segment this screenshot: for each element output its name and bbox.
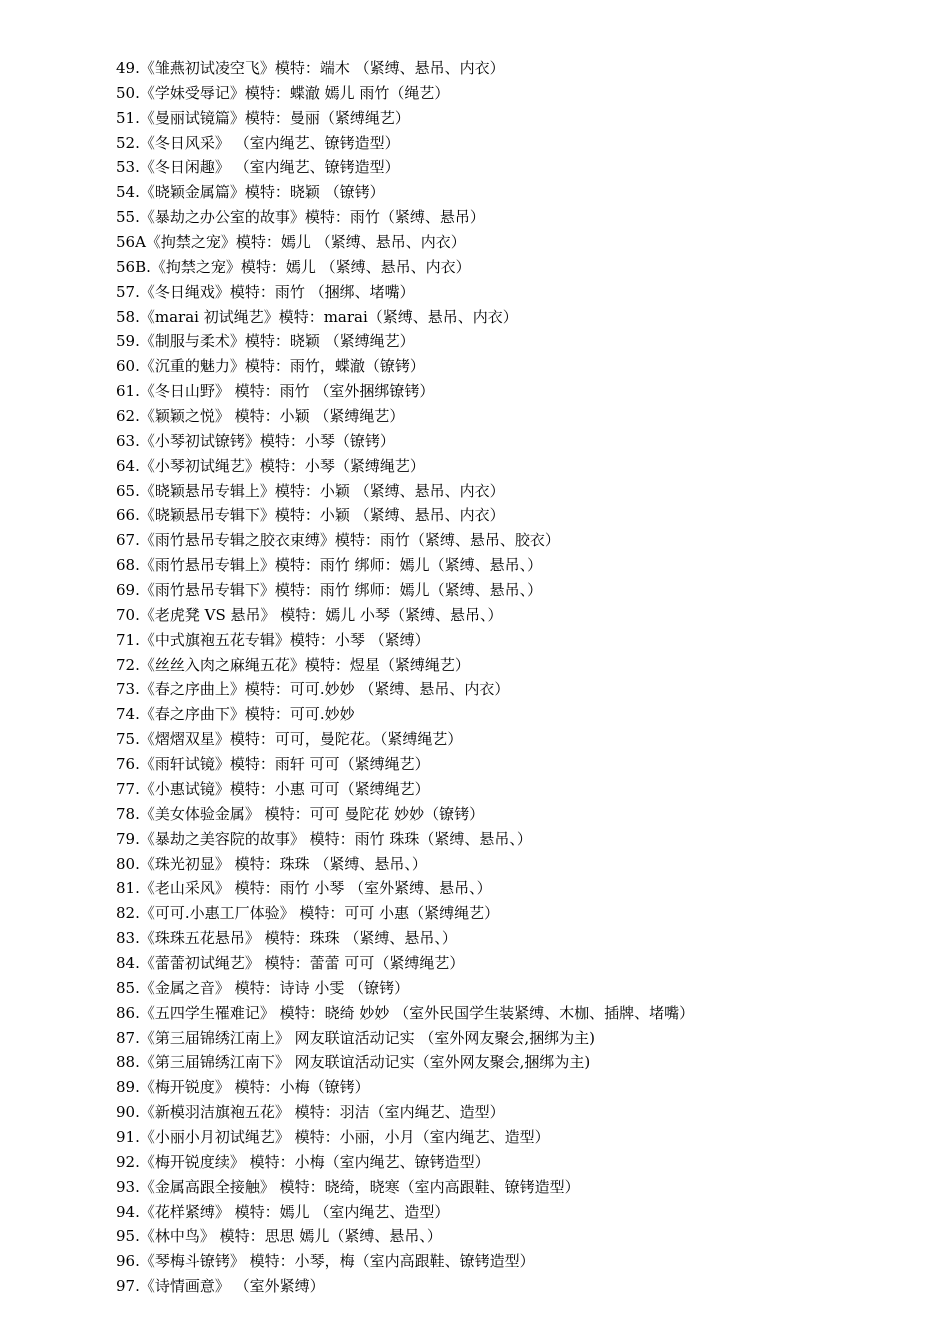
list-item: 71.《中式旗袍五花专辑》模特：小琴 （紧缚）	[116, 630, 430, 649]
list-item: 65.《晓颖悬吊专辑上》模特：小颖 （紧缚、悬吊、内衣）	[116, 481, 505, 500]
list-item: 69.《雨竹悬吊专辑下》模特：雨竹 绑师：嫣儿（紧缚、悬吊、）	[116, 581, 543, 600]
list-item: 95.《林中鸟》 模特：思思 嫣儿（紧缚、悬吊、）	[116, 1227, 442, 1246]
list-item: 56B.《拘禁之宠》模特：嫣儿 （紧缚、悬吊、内衣）	[116, 257, 471, 276]
list-item: 60.《沉重的魅力》模特：雨竹，蝶澈（镣铐）	[116, 357, 425, 376]
list-item: 75.《熠熠双星》模特：可可，曼陀花。（紧缚绳艺）	[116, 730, 463, 749]
list-item: 51.《曼丽试镜篇》模特：曼丽（紧缚绳艺）	[116, 108, 410, 127]
list-item: 50.《学妹受辱记》模特：蝶澈 嫣儿 雨竹（绳艺）	[116, 83, 450, 102]
list-item: 53.《冬日闲趣》 （室内绳艺、镣铐造型）	[116, 158, 400, 177]
list-item: 59.《制服与柔术》模特：晓颖 （紧缚绳艺）	[116, 332, 415, 351]
document-page	[116, 56, 936, 1299]
list-item: 76.《雨轩试镜》模特：雨轩 可可（紧缚绳艺）	[116, 755, 430, 774]
list-item: 93.《金属高跟全接触》 模特：晓绮，晓寒（室内高跟鞋、镣铐造型）	[116, 1177, 580, 1196]
list-item: 89.《梅开锐度》 模特：小梅（镣铐）	[116, 1078, 370, 1097]
list-item: 70.《老虎凳 VS 悬吊》 模特：嫣儿 小琴（紧缚、悬吊、）	[116, 605, 503, 624]
list-item: 52.《冬日风采》 （室内绳艺、镣铐造型）	[116, 133, 400, 152]
list-item: 81.《老山采风》 模特：雨竹 小琴 （室外紧缚、悬吊、）	[116, 879, 492, 898]
list-item: 80.《珠光初显》 模特：珠珠 （紧缚、悬吊、）	[116, 854, 427, 873]
list-item: 90.《新模羽洁旗袍五花》 模特：羽洁（室内绳艺、造型）	[116, 1103, 505, 1122]
list-item: 66.《晓颖悬吊专辑下》模特：小颖 （紧缚、悬吊、内衣）	[116, 506, 505, 525]
list-item: 83.《珠珠五花悬吊》 模特：珠珠 （紧缚、悬吊、）	[116, 929, 457, 948]
list-item: 97.《诗情画意》 （室外紧缚）	[116, 1277, 325, 1296]
list-item: 84.《蕾蕾初试绳艺》 模特：蕾蕾 可可（紧缚绳艺）	[116, 953, 465, 972]
list-item: 82.《可可.小惠工厂体验》 模特：可可 小惠（紧缚绳艺）	[116, 904, 500, 923]
list-item: 61.《冬日山野》 模特：雨竹 （室外捆绑镣铐）	[116, 382, 435, 401]
list-item: 92.《梅开锐度续》 模特：小梅（室内绳艺、镣铐造型）	[116, 1152, 490, 1171]
list-item: 87.《第三届锦绣江南上》 网友联谊活动记实 （室外网友聚会,捆绑为主)	[116, 1028, 596, 1047]
list-item: 85.《金属之音》 模特：诗诗 小雯 （镣铐）	[116, 978, 410, 997]
list-item: 78.《美女体验金属》 模特：可可 曼陀花 妙妙（镣铐）	[116, 804, 485, 823]
list-item: 74.《春之序曲下》模特：可可.妙妙	[116, 705, 355, 724]
list-item: 73.《春之序曲上》模特：可可.妙妙 （紧缚、悬吊、内衣）	[116, 680, 510, 699]
list-item: 86.《五四学生罹难记》 模特：晓绮 妙妙 （室外民国学生装紧缚、木枷、插牌、堵嘴）	[116, 1003, 695, 1022]
list-item: 79.《暴劫之美容院的故事》 模特：雨竹 珠珠（紧缚、悬吊、）	[116, 829, 532, 848]
list-item: 67.《雨竹悬吊专辑之胶衣束缚》模特：雨竹（紧缚、悬吊、胶衣）	[116, 531, 560, 550]
list-item: 56A《拘禁之宠》模特：嫣儿 （紧缚、悬吊、内衣）	[116, 233, 466, 252]
list-item: 58.《marai 初试绳艺》模特：marai（紧缚、悬吊、内衣）	[116, 307, 518, 326]
list-item: 54.《晓颖金属篇》模特：晓颖 （镣铐）	[116, 183, 385, 202]
list-item: 94.《花样紧缚》 模特：嫣儿 （室内绳艺、造型）	[116, 1202, 450, 1221]
list-item: 63.《小琴初试镣铐》模特：小琴（镣铐）	[116, 431, 395, 450]
list-item: 64.《小琴初试绳艺》模特：小琴（紧缚绳艺）	[116, 456, 425, 475]
list-item: 88.《第三届锦绣江南下》 网友联谊活动记实（室外网友聚会,捆绑为主)	[116, 1053, 591, 1072]
list-item: 68.《雨竹悬吊专辑上》模特：雨竹 绑师：嫣儿（紧缚、悬吊、）	[116, 556, 543, 575]
list-item: 96.《琴梅斗镣铐》 模特：小琴，梅（室内高跟鞋、镣铐造型）	[116, 1252, 535, 1271]
list-item: 57.《冬日绳戏》模特：雨竹 （捆绑、堵嘴）	[116, 282, 415, 301]
list-item: 72.《丝丝入肉之麻绳五花》模特：煜星（紧缚绳艺）	[116, 655, 470, 674]
list-item: 49.《雏燕初试凌空飞》模特：端木 （紧缚、悬吊、内衣）	[116, 59, 505, 77]
list-item: 91.《小丽小月初试绳艺》 模特：小丽，小月（室内绳艺、造型）	[116, 1127, 550, 1146]
list-item: 77.《小惠试镜》模特：小惠 可可（紧缚绳艺）	[116, 779, 430, 798]
list-item: 55.《暴劫之办公室的故事》模特：雨竹（紧缚、悬吊）	[116, 208, 485, 227]
list-item: 62.《颖颖之悦》 模特：小颖 （紧缚绳艺）	[116, 407, 405, 426]
